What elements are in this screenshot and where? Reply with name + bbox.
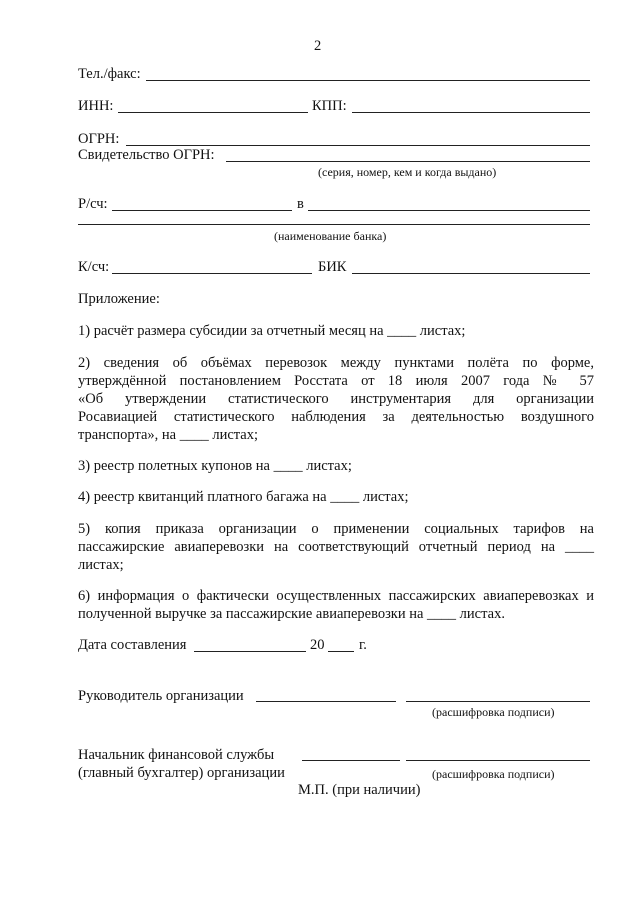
appendix-item-2-line-5: транспорта», на ____ листах; xyxy=(78,427,259,443)
date-year-suffix: г. xyxy=(359,637,367,653)
tel-fax-label: Тел./факс: xyxy=(78,66,141,82)
finance-signature-label-1: Начальник финансовой службы xyxy=(78,747,275,763)
appendix-item-1: 1) расчёт размера субсидии за отчетный месяц на ____ листах; xyxy=(78,323,466,339)
ogrn-certificate-hint: (серия, номер, кем и когда выдано) xyxy=(318,165,497,179)
ogrn-certificate-label: Свидетельство ОГРН: xyxy=(78,147,215,163)
kpp-label: КПП: xyxy=(312,98,347,114)
ogrn-certificate-line[interactable] xyxy=(226,161,590,162)
appendix-item-5-line-1: 5) копия приказа организации о применении социальных тарифов на xyxy=(78,521,594,537)
corr-account-line[interactable] xyxy=(112,273,312,274)
settlement-account-line[interactable] xyxy=(112,210,292,211)
appendix-item-2-line-4: Росавиацией статистического наблюдения за деятельностью воздушного xyxy=(78,409,594,425)
head-decoding-hint: (расшифровка подписи) xyxy=(432,705,555,719)
date-label: Дата составления xyxy=(78,637,187,653)
finance-decoding-hint: (расшифровка подписи) xyxy=(432,767,555,781)
ogrn-line[interactable] xyxy=(126,145,590,146)
kpp-line[interactable] xyxy=(352,112,590,113)
date-line[interactable] xyxy=(194,651,306,652)
page-number: 2 xyxy=(314,38,322,54)
corr-account-label: К/сч: xyxy=(78,259,110,275)
inn-label: ИНН: xyxy=(78,98,114,114)
head-signature-label: Руководитель организации xyxy=(78,688,244,704)
appendix-item-6-line-1: 6) информация о фактически осуществленных пассажирских авиаперевозках и xyxy=(78,588,594,604)
bank-line-2[interactable] xyxy=(78,224,590,225)
bik-label: БИК xyxy=(318,259,347,275)
appendix-item-4: 4) реестр квитанций платного багажа на ____ листах; xyxy=(78,489,409,505)
head-decoding-line[interactable] xyxy=(406,701,590,702)
settlement-account-label: Р/сч: xyxy=(78,196,108,212)
head-signature-line[interactable] xyxy=(256,701,396,702)
inn-line[interactable] xyxy=(118,112,308,113)
appendix-item-3: 3) реестр полетных купонов на ____ листах; xyxy=(78,458,352,474)
appendix-item-6-line-2: полученной выручке за пассажирские авиаперевозки на ____ листах. xyxy=(78,606,505,622)
bank-line-1[interactable] xyxy=(308,210,590,211)
appendix-heading: Приложение: xyxy=(78,291,160,307)
date-year-line[interactable] xyxy=(328,651,354,652)
finance-decoding-line[interactable] xyxy=(406,760,590,761)
bank-preposition: в xyxy=(297,196,304,212)
ogrn-label: ОГРН: xyxy=(78,131,120,147)
appendix-item-2-line-3: «Об утверждении статистического инструментария для организации xyxy=(78,391,594,407)
bik-line[interactable] xyxy=(352,273,590,274)
bank-name-hint: (наименование банка) xyxy=(274,229,387,243)
appendix-item-2-line-1: 2) сведения об объёмах перевозок между пунктами полёта по форме, xyxy=(78,355,594,371)
finance-signature-label-2: (главный бухгалтер) организации xyxy=(78,765,285,781)
appendix-item-5-line-3: листах; xyxy=(78,557,124,573)
seal-label: М.П. (при наличии) xyxy=(298,782,421,798)
date-year-prefix: 20 xyxy=(310,637,325,653)
appendix-item-2-line-2: утверждённой постановлением Росстата от 18 июля 2007 года № 57 xyxy=(78,373,594,389)
finance-signature-line[interactable] xyxy=(302,760,400,761)
tel-fax-line[interactable] xyxy=(146,80,590,81)
appendix-item-5-line-2: пассажирские авиаперевозки на соответствующий отчетный период на ____ xyxy=(78,539,594,555)
